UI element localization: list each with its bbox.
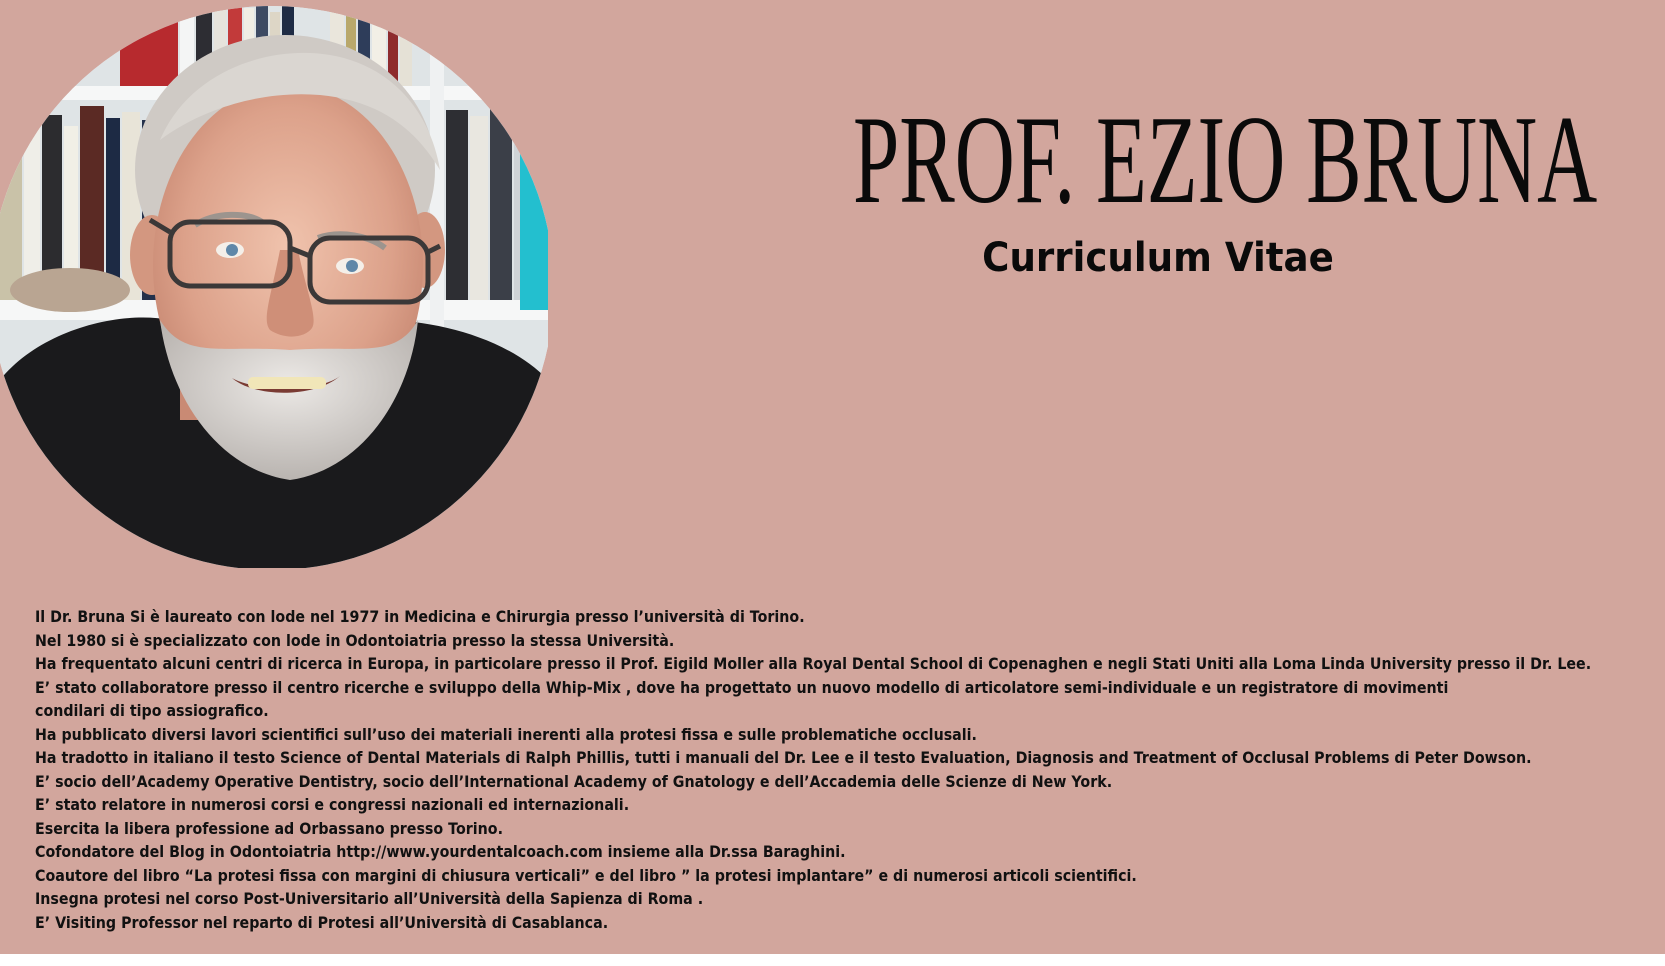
bio-line: Nel 1980 si è specializzato con lode in Odontoiatria presso la stessa Università. [35, 630, 675, 650]
bio-line: Coautore del libro “La protesi fissa con margini di chiusura verticali” e del libro ” la protesi implantare” e di numerosi articoli scientifici. [35, 865, 1137, 885]
page-subtitle: Curriculum Vitae [982, 235, 1334, 281]
page-title: PROF. EZIO BRUNA [853, 91, 1598, 230]
bio-line: Ha pubblicato diversi lavori scientifici sull’uso dei materiali inerenti alla protesi fissa e sulle problematiche occlusali. [35, 724, 977, 744]
bottom-border [0, 954, 1665, 966]
bio-line: Il Dr. Bruna Si è laureato con lode nel 1977 in Medicina e Chirurgia presso l’università di Torino. [35, 607, 805, 626]
bio-line: Insegna protesi nel corso Post-Universitario all’Università della Sapienza di Roma . [35, 889, 704, 908]
bio-line: E’ socio dell’Academy Operative Dentistry, socio dell’International Academy of Gnatology e dell’Accademia delle Scienze di New York. [35, 771, 1113, 791]
bio-line: Ha frequentato alcuni centri di ricerca in Europa, in particolare presso il Prof. Eigild Moller alla Royal Dental School di Copenaghen e negli Stati Uniti alla Loma Linda University presso il Dr. Lee. [35, 654, 1592, 673]
bio-line: E’ Visiting Professor nel reparto di Protesi all’Università di Casablanca. [35, 912, 609, 932]
biography-list [35, 605, 1601, 934]
bio-line: Cofondatore del Blog in Odontoiatria http://www.yourdentalcoach.com insieme alla Dr.ssa Baraghini. [35, 842, 846, 861]
bio-line: E’ stato collaboratore presso il centro ricerche e sviluppo della Whip-Mix , dove ha progettato un nuovo modello di articolatore semi-individuale e un registratore di movimenti condilari di tipo assiografico. [35, 677, 1449, 720]
bio-line: Ha tradotto in italiano il testo Science of Dental Materials di Ralph Phillis, tutti i manuali del Dr. Lee e il testo Evaluation, Diagnosis and Treatment of Occlusal Problems di Peter Dowson. [35, 748, 1532, 767]
portrait-photo [0, 0, 548, 568]
portrait-photo-icon [0, 0, 548, 568]
bio-line: E’ stato relatore in numerosi corsi e congressi nazionali ed internazionali. [35, 795, 630, 814]
bio-line: Esercita la libera professione ad Orbassano presso Torino. [35, 818, 503, 838]
